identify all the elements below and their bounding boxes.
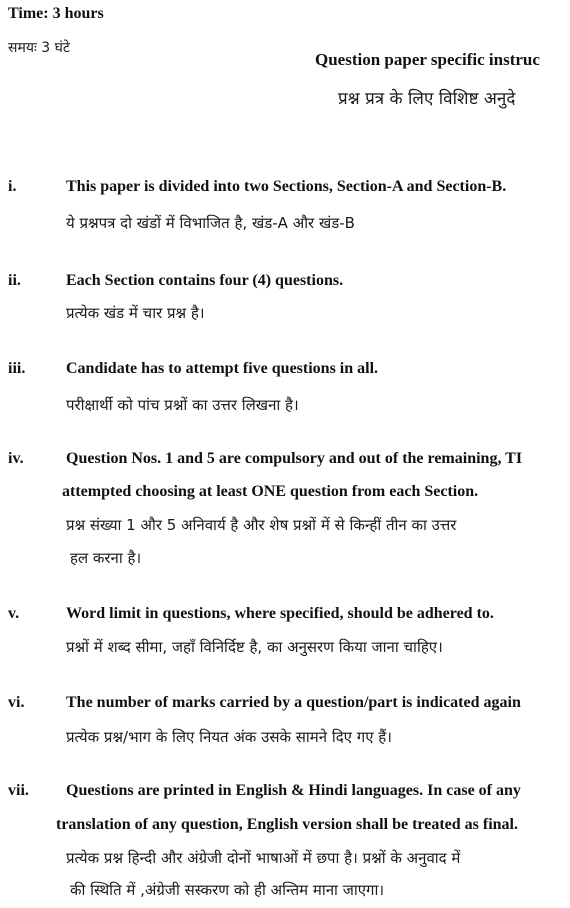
instruction-text-en: Questions are printed in English & Hindi languages. In case of any <box>66 782 521 799</box>
instructions-title-en: Question paper specific instruc <box>315 50 540 69</box>
instruction-text-hi: ये प्रश्नपत्र दो खंडों में विभाजित है, खंड-A और खंड-B <box>66 214 355 232</box>
instruction-number: vii. <box>8 782 29 799</box>
instruction-text-en: Each Section contains four (4) questions. <box>66 272 344 289</box>
time-label-hi: समयः 3 घंटे <box>8 40 70 56</box>
instruction-number: i. <box>8 178 17 195</box>
instruction-text-hi: प्रत्येक प्रश्न/भाग के लिए नियत अंक उसके सामने दिए गए हैं। <box>66 728 392 746</box>
instruction-number: v. <box>8 605 20 622</box>
instruction-number: iii. <box>8 360 26 377</box>
instruction-text-en: Question Nos. 1 and 5 are compulsory and out of the remaining, TI <box>66 450 523 467</box>
time-label-en: Time: 3 hours <box>8 5 104 22</box>
instruction-text-en: attempted choosing at least ONE question from each Section. <box>62 483 479 500</box>
instruction-text-hi: हल करना है। <box>70 549 142 567</box>
instruction-text-en: translation of any question, English version shall be treated as final. <box>56 816 518 833</box>
instruction-text-en: The number of marks carried by a question/part is indicated again <box>66 694 521 711</box>
instruction-text-hi: प्रश्न संख्या 1 और 5 अनिवार्य है और शेष प्रश्नों में से किन्हीं तीन का उत्तर <box>66 516 457 534</box>
instruction-number: ii. <box>8 272 21 289</box>
instruction-text-en: Candidate has to attempt five questions in all. <box>66 360 379 377</box>
instruction-number: iv. <box>8 450 24 467</box>
instruction-text-hi: प्रत्येक खंड में चार प्रश्न है। <box>66 304 205 322</box>
instruction-number: vi. <box>8 694 25 711</box>
instruction-text-hi: प्रत्येक प्रश्न हिन्दी और अंग्रेजी दोनों भाषाओं में छपा है। प्रश्नों के अनुवाद में <box>66 849 461 867</box>
instruction-text-hi: प्रश्नों में शब्द सीमा, जहाँ विनिर्दिष्ट है, का अनुसरण किया जाना चाहिए। <box>66 638 443 656</box>
instructions-title-hi: प्रश्न प्रत्र के लिए विशिष्ट अनुदे <box>338 89 516 109</box>
instruction-text-hi: परीक्षार्थी को पांच प्रश्नों का उत्तर लिखना है। <box>66 396 299 414</box>
instruction-text-hi: की स्थिति में ,अंग्रेजी सस्करण को ही अन्तिम माना जाएगा। <box>70 881 385 899</box>
instruction-text-en: Word limit in questions, where specified, should be adhered to. <box>66 605 494 622</box>
instruction-text-en: This paper is divided into two Sections, Section-A and Section-B. <box>66 178 507 195</box>
